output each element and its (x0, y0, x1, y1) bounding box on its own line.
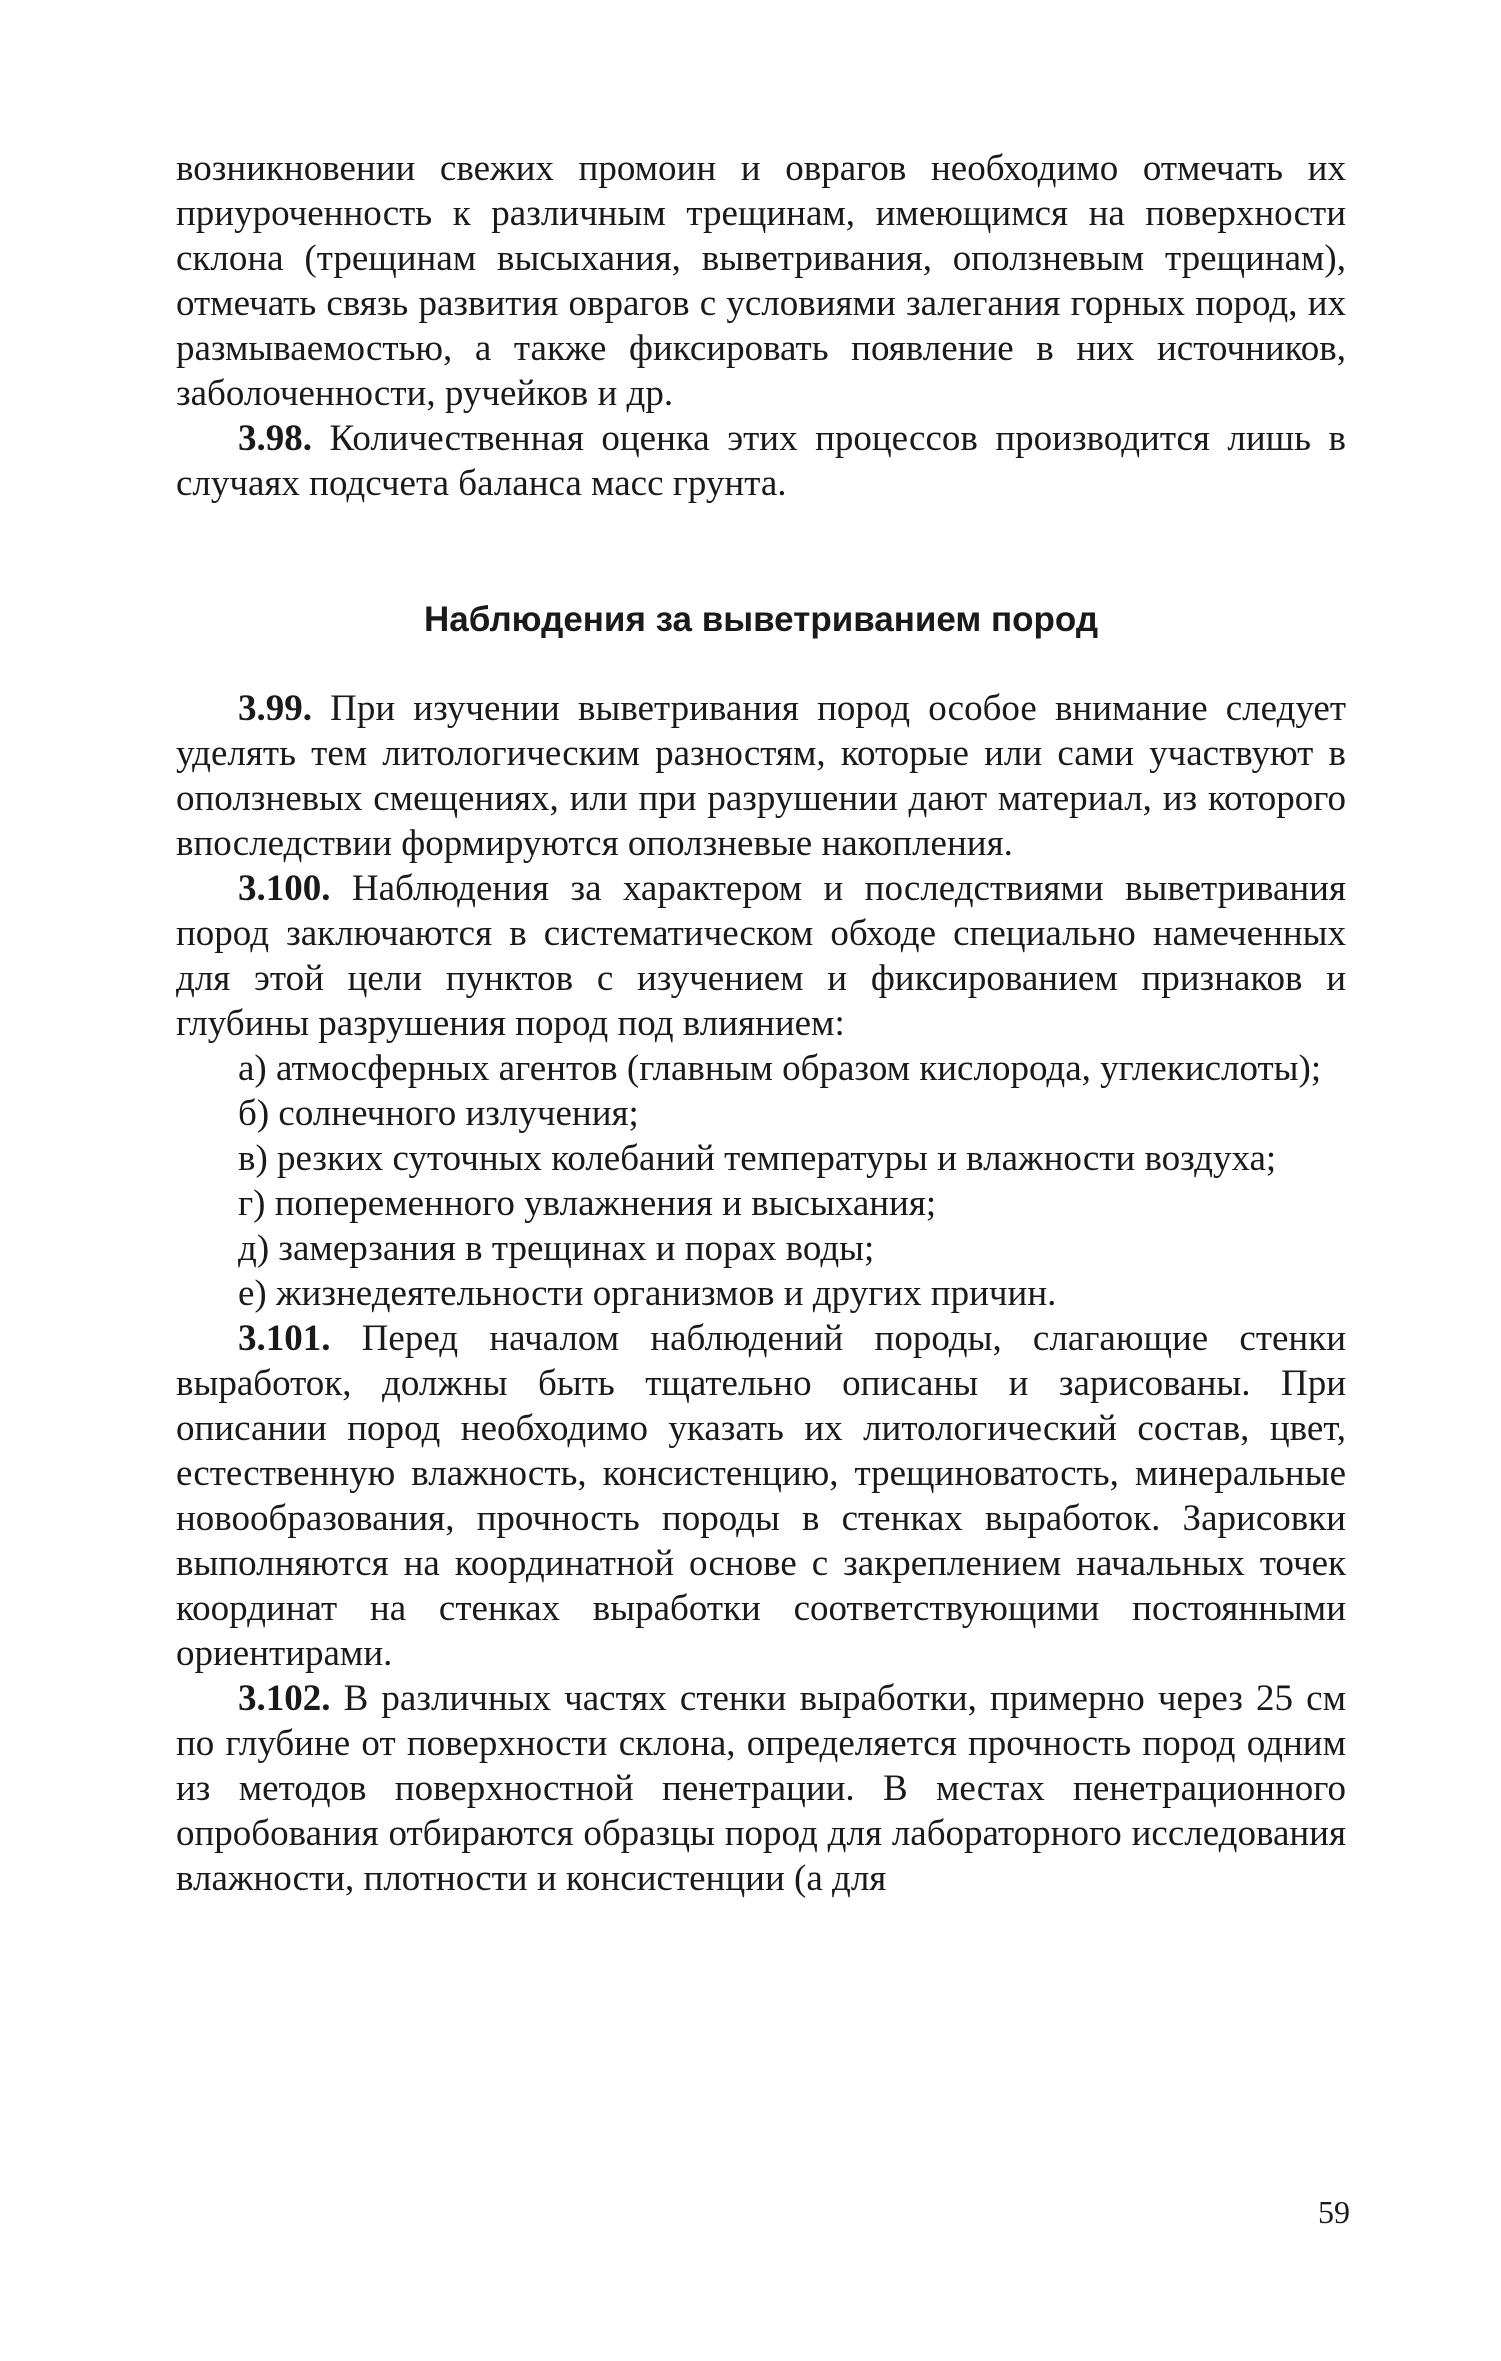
paragraph-text: Перед началом наблюдений породы, слагающие стенки выработок, должны быть тщательно описаны и зарисованы. При описании пород необходимо указать их литологический состав, цвет, естественную влажность, консистенцию, трещиноватость, минеральные новообразования, прочность породы в стенках выработок. Зарисовки выполняются на координатной основе с закреплением начальных точек координат на стенках выработки соответствующими постоянными ориентирами. (176, 1318, 1346, 1674)
paragraph-continuation: возникновении свежих промоин и оврагов необходимо отмечать их приуроченность к различным трещинам, имеющимся на поверхности склона (трещинам высыхания, выветривания, оползневым трещинам), отмечать связь развития оврагов с условиями залегания горных пород, их размываемостью, а также фиксировать появление в них источников, заболоченности, ручейков и др. (176, 148, 1346, 414)
list-item-b: б) солнечного излучения; (238, 1093, 639, 1134)
page-number: 59 (1318, 2194, 1350, 2230)
paragraph-number: 3.99. (238, 688, 312, 729)
paragraph-number: 3.101. (238, 1318, 331, 1359)
paragraph-3-98 (176, 416, 1346, 506)
paragraph-text: При изучении выветривания пород особое внимание следует уделять тем литологическим разностям, которые или сами участвуют в оползневых смещениях, или при разрушении дают материал, из которого впоследствии формируются оползневые накопления. (176, 688, 1346, 864)
list-item-g: г) попеременного увлажнения и высыхания; (238, 1183, 937, 1224)
paragraph-3-101 (176, 1316, 1346, 1676)
paragraph-number: 3.102. (238, 1678, 331, 1719)
list-item-v: в) резких суточных колебаний температуры и влажности воздуха; (238, 1138, 1277, 1179)
paragraph-3-100 (176, 866, 1346, 1046)
paragraph-number: 3.98. (238, 418, 312, 459)
paragraph-text: Наблюдения за характером и последствиями выветривания пород заключаются в систематическом обходе специально намеченных для этой цели пунктов с изучением и фиксированием признаков и глубины разрушения пород под влиянием: (176, 868, 1346, 1044)
paragraph-number: 3.100. (238, 868, 331, 909)
section-heading: Наблюдения за выветриванием пород (423, 600, 1099, 639)
text-block-top (176, 146, 1346, 506)
paragraph-3-99 (176, 686, 1346, 866)
paragraph-text: Количественная оценка этих процессов производится лишь в случаях подсчета баланса масс грунта. (176, 418, 1346, 504)
paragraph-3-102 (176, 1676, 1346, 1901)
list-item-e: е) жизнедеятельности организмов и других причин. (238, 1273, 1057, 1314)
list-item-d: д) замерзания в трещинах и порах воды; (238, 1228, 875, 1269)
list-item-a: а) атмосферных агентов (главным образом кислорода, углекислоты); (238, 1048, 1322, 1089)
paragraph-text: В различных частях стенки выработки, примерно через 25 см по глубине от поверхности склона, определяется прочность пород одним из методов поверхностной пенетрации. В местах пенетрационного опробования отбираются образцы пород для лабораторного исследования влажности, плотности и консистенции (а для (176, 1678, 1346, 1899)
text-block-main (176, 686, 1346, 1901)
